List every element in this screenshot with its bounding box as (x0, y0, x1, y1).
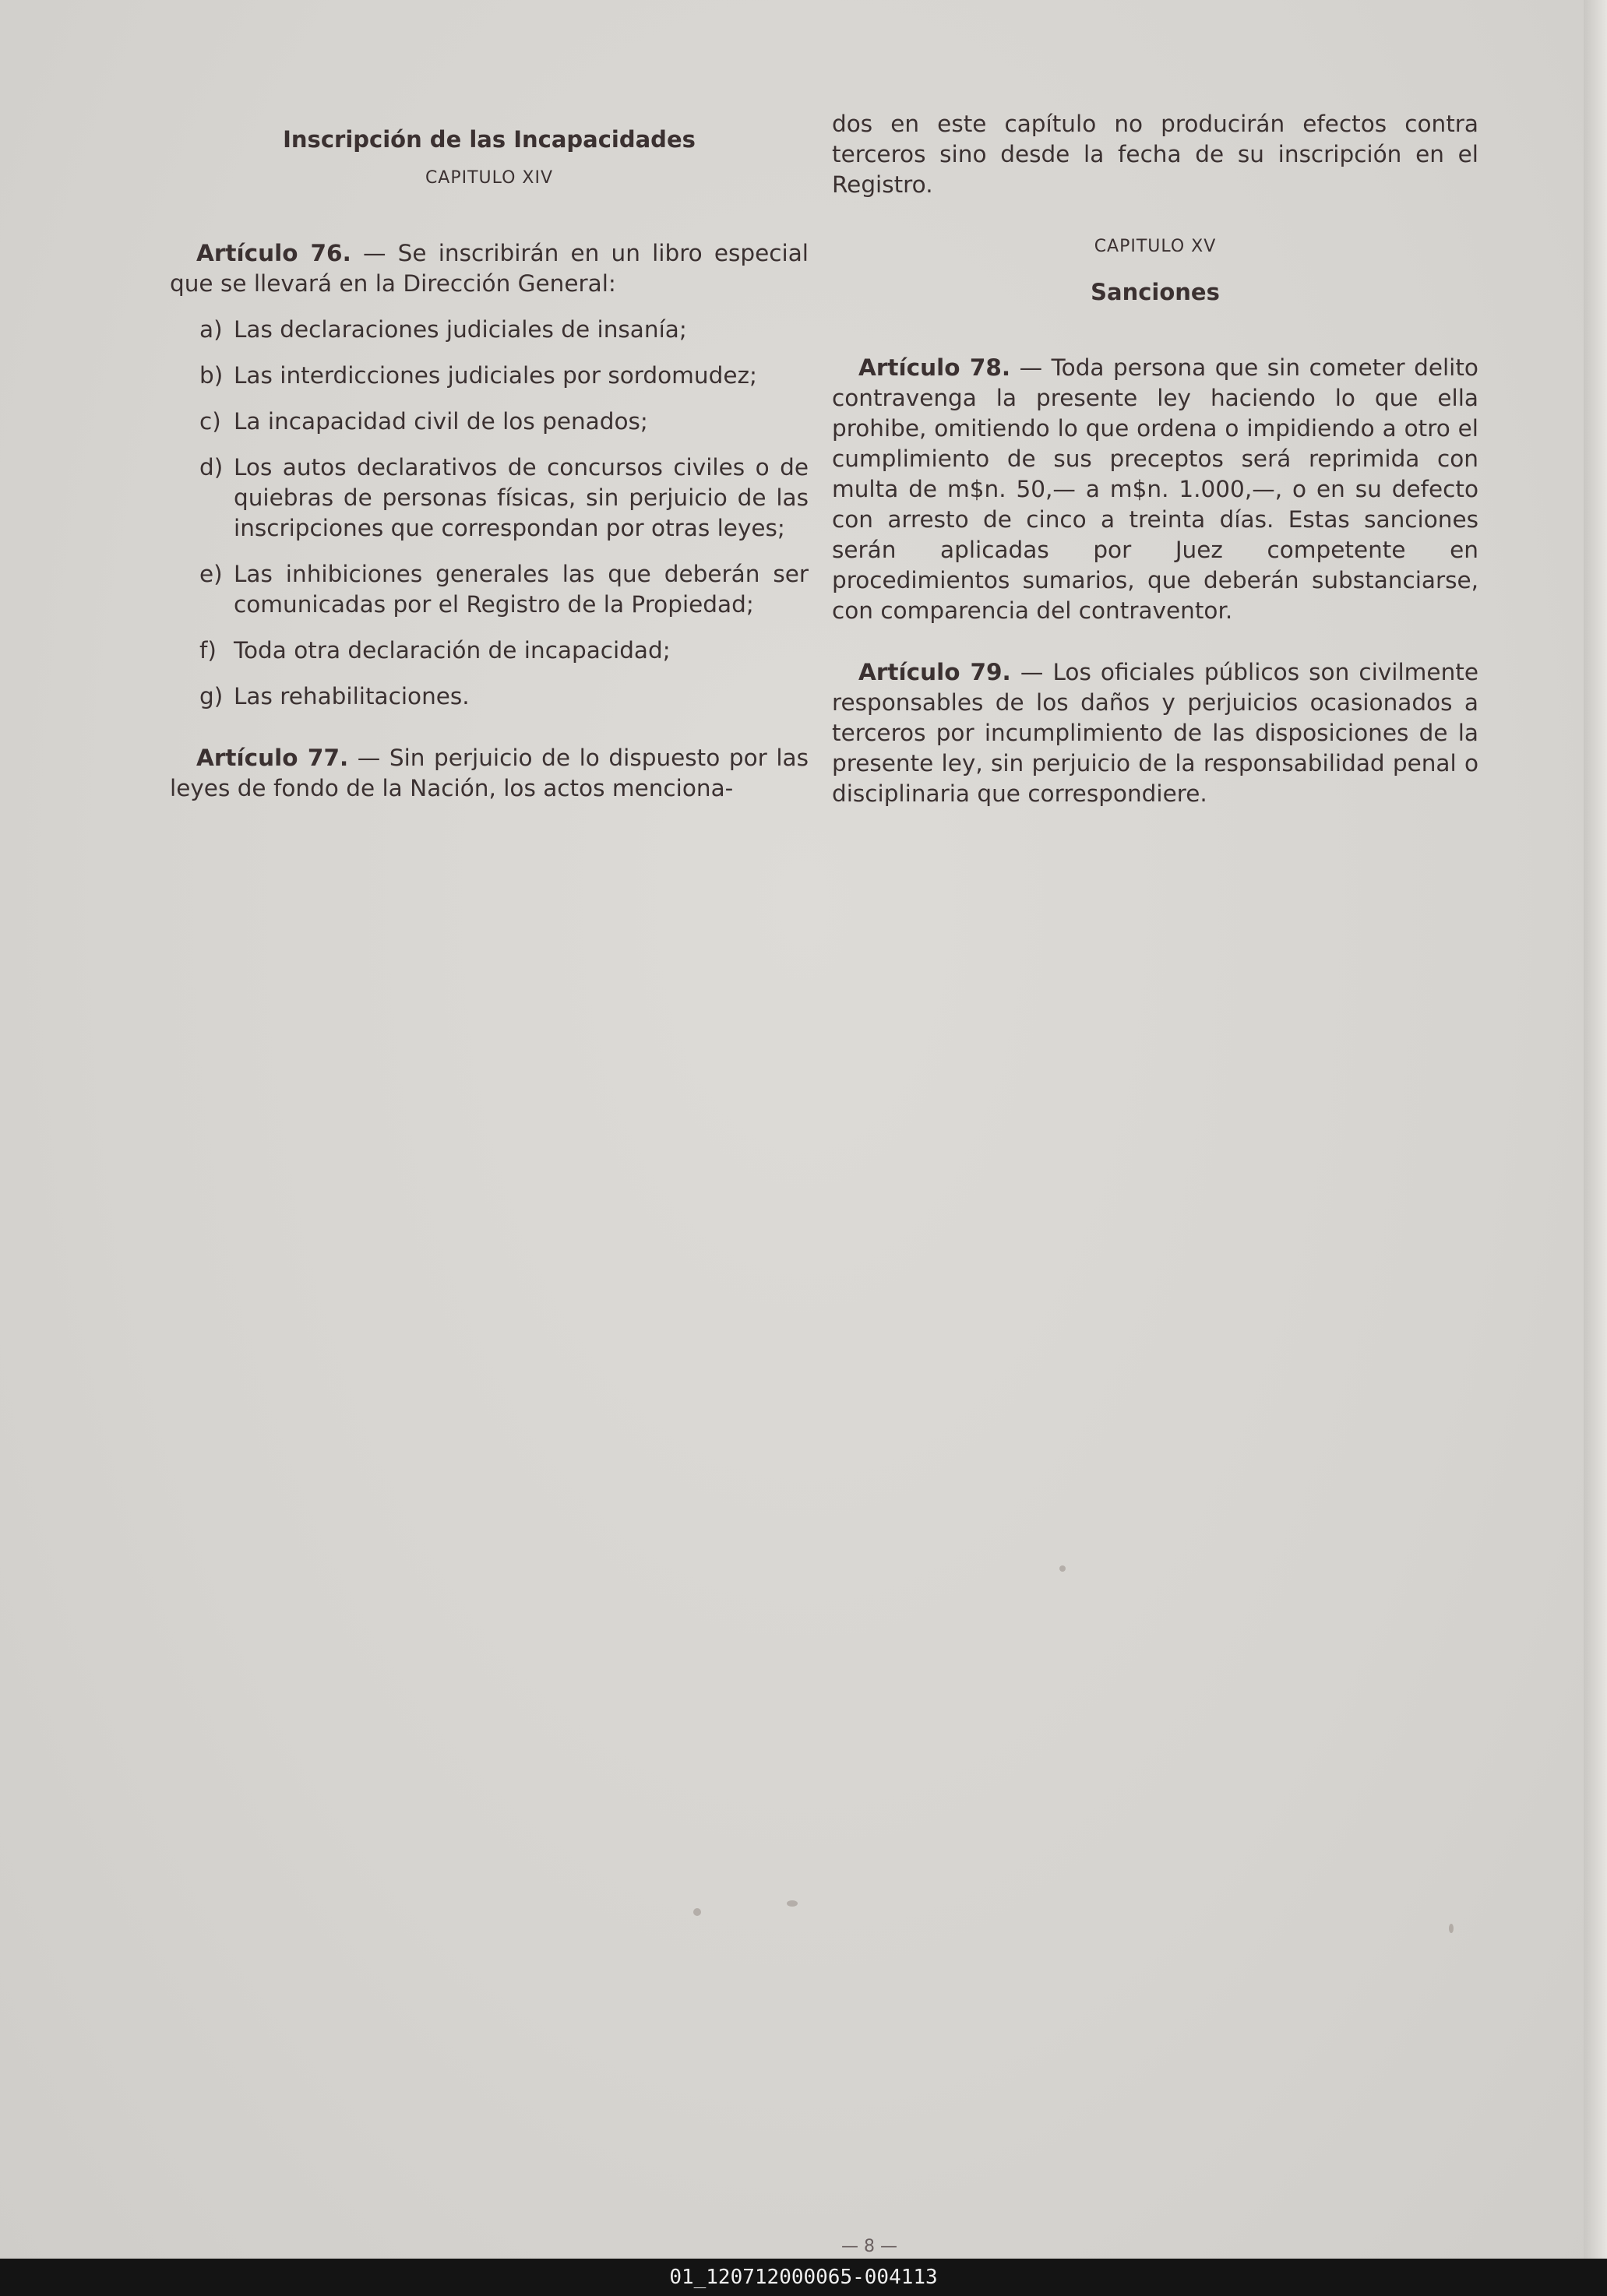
article-78-text: — Toda persona que sin cometer delito contravenga la presente ley haciendo lo que ella prohibe, omitiendo lo que ordena o impidiendo a otro el cumplimiento de sus preceptos será reprimida con multa de m$n. 50,— a m$n. 1.000,—, o en su defecto con arresto de cinco a treinta días. Estas sanciones serán aplicadas por Juez competente en procedimientos sumarios, que deberán substanciarse, con comparencia del contraventor. (832, 354, 1478, 624)
section-heading-sanciones: Sanciones (1091, 279, 1220, 305)
article-77-label: Artículo 77. (196, 745, 349, 771)
article-79 (832, 657, 1478, 809)
image-id-caption: 01_120712000065-004113 (0, 2259, 1607, 2296)
list-item-g (199, 681, 809, 712)
list-item-a (199, 315, 809, 345)
list-item-d (199, 453, 809, 544)
list-item-text: Las inhibiciones generales las que deberán ser comunicadas por el Registro de la Propiedad; (234, 561, 809, 618)
article-78-label: Artículo 78. (858, 354, 1011, 381)
article-76-text: — Se inscribirán en un libro especial que se llevará en la Dirección General: (170, 240, 809, 297)
article-79-label: Artículo 79. (858, 659, 1011, 685)
list-item-letter: f) (199, 637, 217, 664)
chapter-xiv-label: CAPITULO XIV (425, 168, 554, 188)
list-item-letter: b) (199, 362, 224, 389)
list-item-f (199, 636, 809, 666)
list-item-e (199, 559, 809, 620)
list-item-text: Los autos declarativos de concursos civiles o de quiebras de personas físicas, sin perjuicio de las inscripciones que correspondan por otras leyes; (234, 454, 809, 541)
list-item-letter: d) (199, 454, 224, 481)
right-column (832, 109, 1478, 809)
list-item-b (199, 361, 809, 391)
list-item-c (199, 407, 809, 437)
list-item-letter: e) (199, 561, 223, 587)
list-item-letter: c) (199, 408, 221, 435)
article-78 (832, 353, 1478, 626)
page-edge (1584, 0, 1607, 2259)
chapter-xv-label: CAPITULO XV (1094, 237, 1217, 256)
article-76 (170, 238, 809, 299)
list-item-text: Toda otra declaración de incapacidad; (234, 637, 671, 664)
paper-stain (1059, 1565, 1066, 1572)
paper-stain (787, 1900, 798, 1907)
paper-stain (1449, 1924, 1454, 1933)
list-item-text: Las interdicciones judiciales por sordomudez; (234, 362, 757, 389)
article-76-label: Artículo 76. (196, 240, 351, 266)
list-item-letter: a) (199, 316, 223, 343)
article-77-text: — Sin perjuicio de lo dispuesto por las leyes de fondo de la Nación, los actos menciona- (170, 745, 809, 801)
article-77-continuation: dos en este capítulo no producirán efectos contra terceros sino desde la fecha de su inscripción en el Registro. (832, 111, 1478, 198)
article-77 (170, 743, 809, 804)
paper-stain (693, 1908, 701, 1916)
list-item-text: La incapacidad civil de los penados; (234, 408, 648, 435)
left-column (170, 125, 809, 804)
list-item-text: Las rehabilitaciones. (234, 683, 470, 710)
section-heading-incapacidades: Inscripción de las Incapacidades (283, 126, 696, 153)
article-79-text: — Los oficiales públicos son civilmente responsables de los daños y perjuicios ocasionados a terceros por incumplimiento de las disposiciones de la presente ley, sin perjuicio de la responsabilidad penal o disciplinaria que correspondiere. (832, 659, 1478, 807)
list-item-letter: g) (199, 683, 224, 710)
page-number: — 8 — (841, 2237, 897, 2256)
list-item-text: Las declaraciones judiciales de insanía; (234, 316, 687, 343)
